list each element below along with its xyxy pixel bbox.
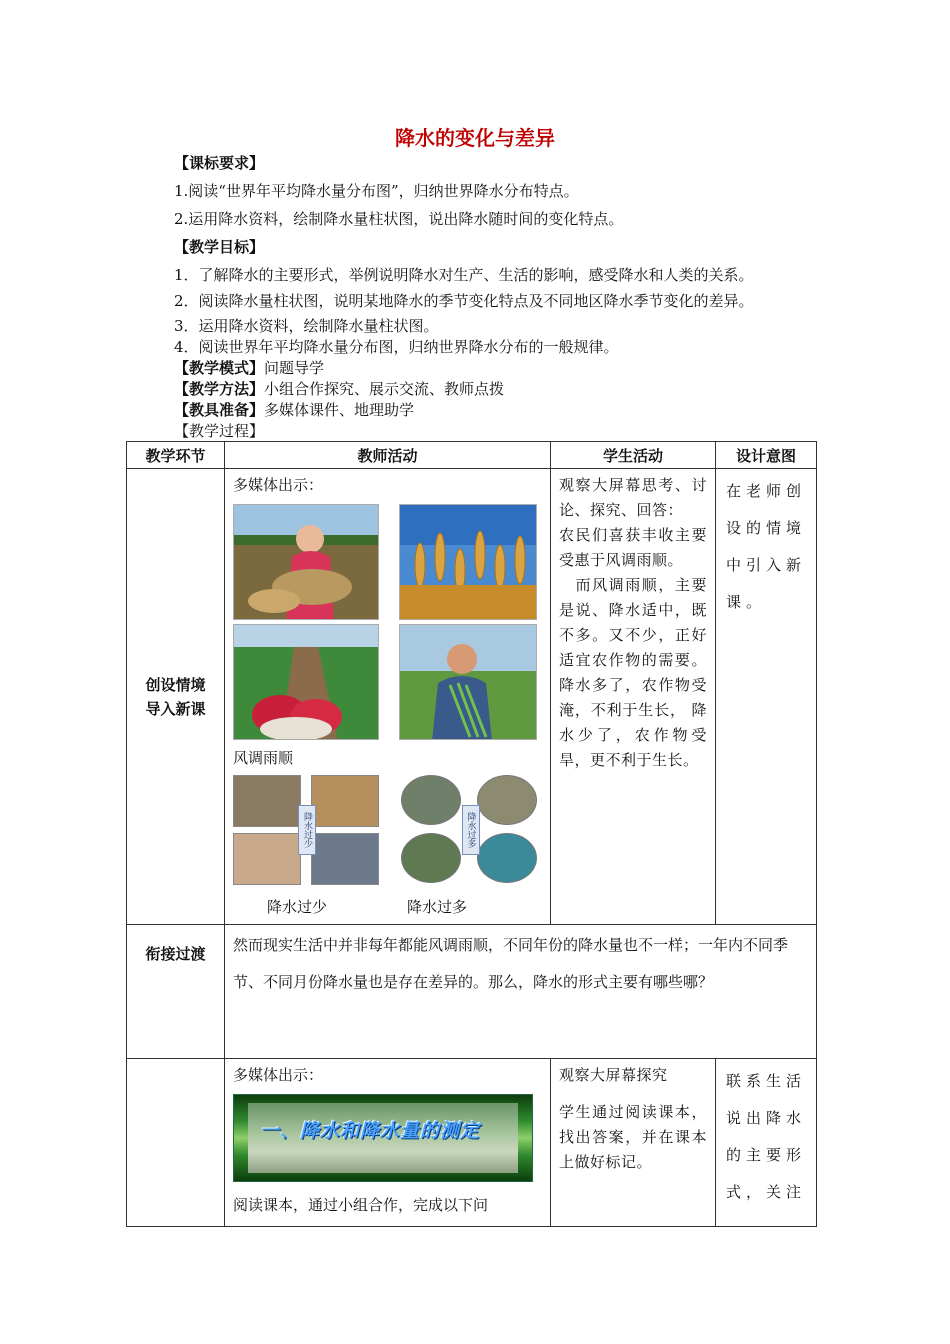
caption-more: 降水过多 [407, 898, 468, 916]
harvest-photo-grid [233, 504, 542, 740]
stage-cell: 衔接过渡 [127, 925, 225, 1059]
flood-photo-3 [401, 833, 461, 883]
design-text: 联系生活说出降水的主要形式，关注 [726, 1072, 807, 1201]
teacher-intro: 多媒体出示： [233, 1066, 324, 1084]
kebiao-item-1: 1.阅读“世界年平均降水量分布图”，归纳世界降水分布特点。 [174, 182, 579, 200]
drought-photo-3 [233, 833, 301, 885]
student-p1: 观察大屏幕探究 [559, 1066, 668, 1084]
header-design: 设计意图 [716, 442, 817, 469]
farmer-scallion-photo [399, 624, 537, 740]
header-teacher: 教师活动 [225, 442, 551, 469]
student-cell [551, 469, 716, 925]
moshi-value: 问题导学 [264, 359, 325, 377]
mubiao-item-3: 3．运用降水资料，绘制降水量柱状图。 [174, 317, 439, 335]
rain-captions [267, 895, 542, 920]
flood-photo-4 [477, 833, 537, 883]
fangfa-value: 小组合作探究、展示交流、教师点拨 [264, 380, 505, 398]
banner-title: 一、降水和降水量的测定 [260, 1120, 481, 1142]
teacher-after: 阅读课本，通过小组合作，完成以下问 [233, 1196, 489, 1214]
jiaoju-heading: 【教具准备】 [174, 401, 265, 419]
rain-photo-collages [233, 775, 542, 885]
strawberry-field-photo [233, 624, 379, 740]
page-title: 降水的变化与差异 [395, 126, 555, 150]
section-heading-mubiao: 【教学目标】 [174, 238, 265, 256]
student-p3: 而风调雨顺，主要是说、降水适中，既不多。又不少，正好适宜农作物的需要。降水多了，农作物受淹，不利于生长， 降水少了，农作物受旱，更不利于生长。 [559, 576, 707, 769]
mubiao-item-1: 1．了解降水的主要形式，举例说明降水对生产、生活的影响，感受降水和人类的关系。 [174, 266, 754, 284]
design-cell [716, 469, 817, 925]
photo-caption: 风调雨顺 [233, 749, 294, 767]
design-cell [716, 1059, 817, 1227]
table-header-row [127, 442, 817, 469]
drought-collage [233, 775, 379, 885]
mubiao-item-2: 2．阅读降水量柱状图，说明某地降水的季节变化特点及不同地区降水季节变化的差异。 [174, 292, 754, 310]
drought-label: 降水过少 [298, 805, 316, 855]
student-p1: 观察大屏幕思考、讨论、探究、回答： [559, 476, 707, 519]
fangfa-line [174, 378, 504, 399]
header-stage: 教学环节 [127, 442, 225, 469]
transition-cell: 然而现实生活中并非每年都能风调雨顺，不同年份的降水量也不一样；一年内不同季节、不同月份降水量也是存在差异的。那么，降水的形式主要有哪些哪？ [225, 925, 817, 1059]
drought-photo-2 [311, 775, 379, 827]
header-student: 学生活动 [551, 442, 716, 469]
stage-line-2: 导入新课 [145, 699, 206, 718]
stage-cell [127, 1059, 225, 1227]
moshi-line [174, 357, 324, 378]
design-text: 在老师创设的情境中引入新课。 [726, 482, 807, 611]
slide-banner [233, 1094, 533, 1182]
flood-label: 降水过多 [462, 805, 480, 855]
teaching-process-table [126, 441, 817, 1227]
jiaoju-value: 多媒体课件、地理助学 [264, 401, 415, 419]
student-p2: 学生通过阅读课本，找出答案，并在课本上做好标记。 [559, 1103, 707, 1171]
drought-photo-1 [233, 775, 301, 827]
table-row [127, 925, 817, 1059]
mubiao-item-4: 4．阅读世界年平均降水量分布图，归纳世界降水分布的一般规律。 [174, 338, 619, 356]
stage-line-1: 创设情境 [145, 675, 206, 694]
table-row [127, 1059, 817, 1227]
fangfa-heading: 【教学方法】 [174, 380, 265, 398]
teacher-intro: 多媒体出示： [233, 476, 324, 494]
farmer-peanut-photo [233, 504, 379, 620]
kebiao-item-2: 2.运用降水资料，绘制降水量柱状图，说出降水随时间的变化特点。 [174, 210, 624, 228]
teacher-cell [225, 469, 551, 925]
moshi-heading: 【教学模式】 [174, 359, 265, 377]
stage-cell [127, 469, 225, 925]
student-p2: 农民们喜获丰收主要受惠于风调雨顺。 [559, 526, 707, 569]
wheat-photo [399, 504, 537, 620]
section-heading-kebiao: 【课标要求】 [174, 154, 265, 172]
flood-photo-2 [477, 775, 537, 825]
teacher-cell [225, 1059, 551, 1227]
student-cell [551, 1059, 716, 1227]
flood-photo-1 [401, 775, 461, 825]
jiaoju-line [174, 399, 414, 420]
table-row [127, 469, 817, 925]
guocheng-heading: 【教学过程】 [174, 422, 265, 440]
drought-photo-4 [311, 833, 379, 885]
caption-less: 降水过少 [267, 898, 328, 916]
flood-collage [397, 775, 543, 885]
